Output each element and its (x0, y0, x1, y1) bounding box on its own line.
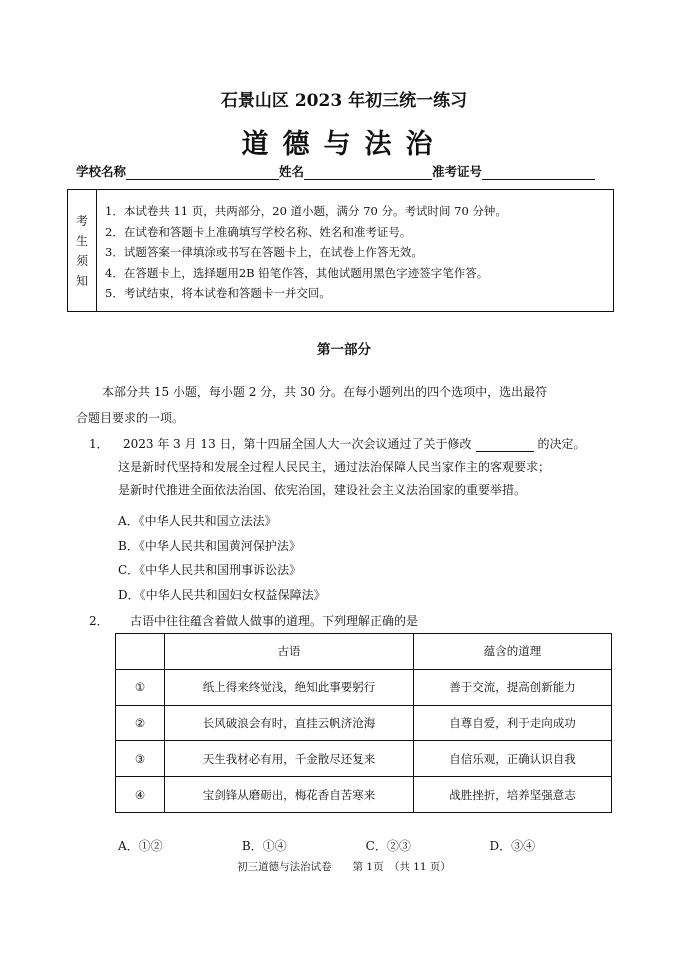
table-header-row (116, 634, 612, 670)
part-title: 第一部分 (317, 342, 371, 358)
proverb-table (115, 633, 612, 813)
question-2-stem: 古语中往往蕴含着做人做事的道理。下列理解正确的是 (130, 614, 419, 628)
answer-option-c: C．②③ (365, 839, 411, 853)
table-row (116, 669, 612, 705)
notice-box (67, 189, 614, 312)
student-info-line (76, 162, 595, 180)
answer-option-a: A．①② (118, 839, 163, 853)
page-footer: 初三道德与法治试卷 第 1页 （共 11 页） (237, 861, 451, 873)
notice-label-char: 考 (75, 213, 88, 228)
notice-item: 5．考试结束，将本试卷和答题卡一并交回。 (105, 286, 331, 300)
notice-label-char: 须 (75, 253, 88, 268)
notice-label (68, 190, 97, 311)
school-label: 学校名称 (76, 164, 127, 179)
notice-item: 3．试题答案一律填涂或书写在答题卡上，在试卷上作答无效。 (105, 245, 423, 259)
question-1-line-2: 这是新时代坚持和发展全过程人民民主，通过法治保障人民当家作主的客观要求； (118, 460, 551, 474)
table-cell-number: ③ (116, 741, 165, 777)
table-row (116, 777, 612, 813)
table-header-cell: 蕴含的道理 (414, 634, 612, 670)
question-1-line-1 (123, 435, 586, 452)
table-cell-proverb: 天生我材必有用，千金散尽还复来 (165, 741, 414, 777)
question-1-blank (476, 438, 534, 452)
exam-id-blank (482, 166, 595, 180)
question-1-option-d: D．《中华人民共和国妇女权益保障法》 (118, 588, 326, 602)
question-1-option-c: C．《中华人民共和国刑事诉讼法》 (118, 563, 302, 577)
question-1-option-b: B．《中华人民共和国黄河保护法》 (118, 539, 301, 553)
exam-title: 石景山区 2023 年初三统一练习 (220, 91, 468, 111)
table-cell-number: ① (116, 669, 165, 705)
part-intro-line-1: 本部分共 15 小题，每小题 2 分，共 30 分。在每小题列出的四个选项中，选出最符 (102, 385, 548, 399)
table-header-cell: 古语 (165, 634, 414, 670)
subject-title: 道德与法治 (241, 129, 447, 160)
table-cell-proverb: 纸上得来终觉浅，绝知此事要躬行 (165, 669, 414, 705)
notice-item: 2．在试卷和答题卡上准确填写学校名称、姓名和准考证号。 (105, 224, 412, 239)
notice-item: 4．在答题卡上，选择题用2B 铅笔作答，其他试题用黑色字迹签字笔作答。 (105, 265, 489, 280)
notice-item: 1．本试卷共 11 页，共两部分，20 道小题，满分 70 分。考试时间 70 分钟。 (105, 204, 507, 218)
exam-id-label: 准考证号 (432, 164, 483, 179)
table-cell-meaning: 自信乐观，正确认识自我 (414, 741, 612, 777)
question-2-answers (118, 837, 535, 854)
part-intro-line-2: 合题目要求的一项。 (76, 411, 185, 425)
table-cell-proverb: 长风破浪会有时，直挂云帆济沧海 (165, 705, 414, 741)
question-2-number: 2． (89, 614, 109, 628)
table-cell-meaning: 善于交流，提高创新能力 (414, 669, 612, 705)
table-cell-meaning: 自尊自爱，利于走向成功 (414, 705, 612, 741)
table-cell-number: ② (116, 705, 165, 741)
name-blank (304, 166, 432, 180)
question-1-number: 1． (89, 437, 109, 451)
answer-option-d: D．③④ (489, 839, 536, 853)
answer-option-b: B．①④ (241, 839, 287, 853)
notice-label-char: 知 (75, 273, 88, 288)
name-label: 姓名 (279, 164, 305, 179)
question-1-text-a: 2023 年 3 月 13 日，第十四届全国人大一次会议通过了关于修改 (123, 437, 472, 451)
table-row (116, 705, 612, 741)
question-1-text-b: 的决定。 (537, 437, 586, 451)
question-1-option-a: A．《中华人民共和国立法法》 (118, 514, 277, 528)
table-cell-number: ④ (116, 777, 165, 813)
question-1-line-3: 是新时代推进全面依法治国、依宪治国，建设社会主义法治国家的重要举措。 (118, 483, 527, 497)
table-header-cell (116, 634, 165, 670)
table-row (116, 741, 612, 777)
school-blank (126, 166, 279, 180)
table-cell-meaning: 战胜挫折，培养坚强意志 (414, 777, 612, 813)
notice-label-char: 生 (75, 233, 88, 248)
table-cell-proverb: 宝剑锋从磨砺出，梅花香自苦寒来 (165, 777, 414, 813)
notice-list (105, 201, 507, 304)
